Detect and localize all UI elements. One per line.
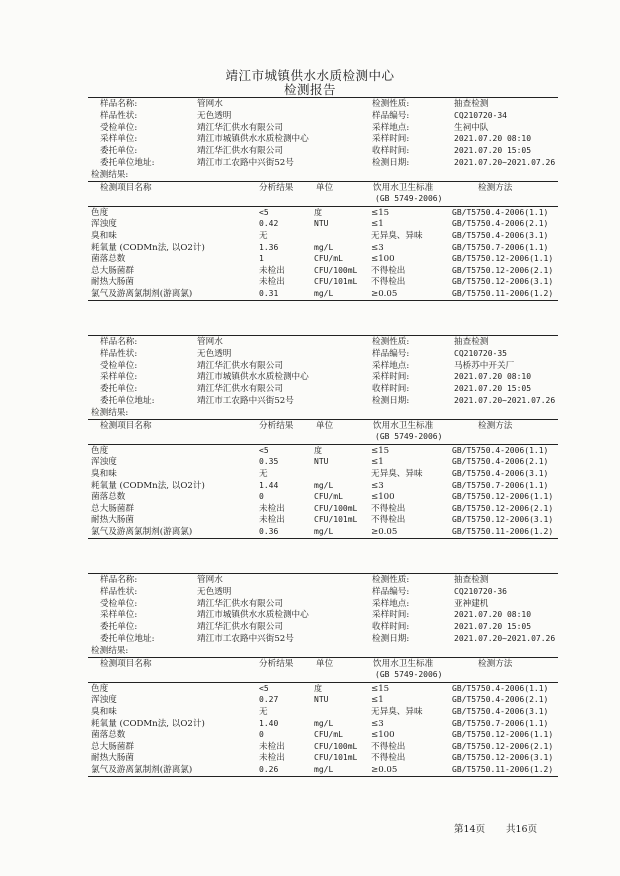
item-method: GB/T5750.4-2006(3.1): [452, 707, 549, 716]
entrust-unit-value: 靖江华汇供水有限公司: [197, 146, 283, 157]
entrust-address-value: 靖江市工农路中兴街52号: [197, 634, 294, 644]
page-number: 第14页: [454, 824, 486, 835]
label-receive-time: 收样时间:: [372, 384, 410, 395]
item-standard: ≤3: [371, 718, 384, 729]
label-entrust-address: 委托单位地址:: [100, 396, 155, 406]
col-header-item: 检测项目名称: [100, 182, 152, 193]
label-test-nature: 检测性质:: [372, 337, 410, 347]
test-nature-value: 抽查检测: [454, 575, 489, 585]
item-name: 氯气及游离氯制剂(游离氯): [91, 527, 193, 537]
item-unit: 度: [314, 207, 322, 217]
label-sampling-unit: 采样单位:: [100, 610, 138, 621]
item-result: 未检出: [259, 753, 285, 764]
item-result: 1.36: [259, 242, 279, 252]
label-entrust-unit: 委托单位:: [100, 622, 138, 633]
sample-no-value: CQ210720-34: [454, 110, 507, 120]
item-result: 0: [259, 730, 264, 740]
col-header-method: 检测方法: [478, 420, 513, 431]
item-result: 0.27: [259, 695, 279, 705]
item-method: GB/T5750.7-2006(1.1): [452, 242, 549, 252]
entrust-address-value: 靖江市工农路中兴街52号: [197, 158, 294, 168]
label-test-nature: 检测性质:: [372, 575, 410, 585]
receive-time-value: 2021.07.20 15:05: [454, 622, 532, 632]
item-standard: 无异臭、异味: [371, 469, 423, 479]
item-method: GB/T5750.4-2006(2.1): [452, 219, 549, 229]
item-name: 浑浊度: [91, 457, 117, 468]
item-method: GB/T5750.11-2006(1.2): [452, 289, 554, 298]
sample-nature-value: 无色透明: [197, 586, 232, 597]
sampling-location-value: 生祠中队: [454, 122, 489, 133]
item-result: 0.35: [259, 457, 279, 467]
test-date-value: 2021.07.20~2021.07.26: [454, 158, 556, 167]
item-standard: ≤100: [371, 254, 395, 265]
item-name: 耐热大肠菌: [91, 277, 134, 288]
item-standard: ≥0.05: [371, 527, 398, 537]
item-unit: CFU/101mL: [314, 753, 358, 763]
label-sample-no: 样品编号:: [372, 348, 410, 359]
col-header-standard: 饮用水卫生标准: [373, 420, 434, 431]
item-name: 臭和味: [91, 231, 117, 241]
item-method: GB/T5750.11-2006(1.2): [452, 765, 554, 774]
col-header-item: 检测项目名称: [100, 420, 152, 431]
label-test-nature: 检测性质:: [372, 99, 410, 109]
entrust-unit-value: 靖江华汇供水有限公司: [197, 622, 283, 633]
item-unit: 度: [314, 683, 322, 693]
item-unit: CFU/101mL: [314, 277, 358, 287]
item-name: 色度: [91, 207, 109, 218]
col-header-result: 分析结果: [259, 658, 294, 669]
label-test-date: 检测日期:: [372, 634, 410, 644]
entrust-address-value: 靖江市工农路中兴街52号: [197, 396, 294, 406]
entrust-unit-value: 靖江华汇供水有限公司: [197, 384, 283, 395]
item-result: 无: [259, 231, 268, 241]
item-method: GB/T5750.7-2006(1.1): [452, 480, 549, 490]
item-name: 臭和味: [91, 707, 117, 717]
item-result: <5: [259, 207, 269, 217]
item-name: 总大肠菌群: [91, 741, 134, 752]
item-method: GB/T5750.12-2006(2.1): [452, 265, 554, 275]
item-standard: 无异臭、异味: [371, 231, 423, 241]
label-sample-no: 样品编号:: [372, 110, 410, 121]
item-name: 菌落总数: [91, 254, 126, 265]
item-result: 1.44: [259, 480, 279, 490]
item-result: 0.26: [259, 765, 279, 774]
item-result: 无: [259, 707, 268, 717]
item-unit: 度: [314, 445, 322, 455]
results-label: 检测结果:: [91, 407, 129, 418]
col-header-standard-code: (GB 5749-2006): [375, 669, 443, 679]
label-sampling-time: 采样时间:: [372, 610, 410, 621]
item-method: GB/T5750.12-2006(1.1): [452, 492, 554, 502]
item-standard: 不得检出: [371, 753, 406, 764]
item-unit: NTU: [314, 219, 329, 229]
item-name: 耐热大肠菌: [91, 753, 134, 764]
item-standard: ≤15: [371, 683, 390, 694]
item-result: 无: [259, 469, 268, 479]
item-name: 耐热大肠菌: [91, 515, 134, 526]
results-label: 检测结果:: [91, 169, 129, 180]
col-header-unit: 单位: [316, 182, 334, 193]
test-nature-value: 抽查检测: [454, 337, 489, 347]
test-date-value: 2021.07.20~2021.07.26: [454, 634, 556, 643]
item-name: 耗氧量 (CODMn法, 以O2计): [91, 242, 205, 253]
item-unit: CFU/100mL: [314, 503, 358, 513]
item-unit: mg/L: [314, 480, 334, 490]
item-name: 总大肠菌群: [91, 503, 134, 514]
label-sampling-unit: 采样单位:: [100, 372, 138, 383]
col-header-standard-code: (GB 5749-2006): [375, 431, 443, 441]
sampling-time-value: 2021.07.20 08:10: [454, 134, 532, 144]
sampling-time-value: 2021.07.20 08:10: [454, 372, 532, 382]
item-standard: ≤100: [371, 492, 395, 503]
item-standard: 无异臭、异味: [371, 707, 423, 717]
test-date-value: 2021.07.20~2021.07.26: [454, 396, 556, 405]
test-nature-value: 抽查检测: [454, 99, 489, 109]
item-method: GB/T5750.12-2006(3.1): [452, 753, 554, 763]
page-total: 共16页: [506, 824, 538, 835]
item-unit: CFU/mL: [314, 730, 343, 740]
item-result: <5: [259, 683, 269, 693]
item-unit: mg/L: [314, 527, 334, 536]
item-standard: 不得检出: [371, 503, 406, 514]
item-unit: mg/L: [314, 718, 334, 728]
item-unit: CFU/100mL: [314, 741, 358, 751]
label-client-unit: 受检单位:: [100, 122, 138, 133]
label-entrust-address: 委托单位地址:: [100, 634, 155, 644]
client-unit-value: 靖江华汇供水有限公司: [197, 598, 283, 609]
sample-nature-value: 无色透明: [197, 348, 232, 359]
label-sample-nature: 样品性状:: [100, 110, 138, 121]
col-header-method: 检测方法: [478, 182, 513, 193]
label-test-date: 检测日期:: [372, 396, 410, 406]
label-sample-name: 样品名称:: [100, 575, 138, 585]
item-method: GB/T5750.12-2006(2.1): [452, 503, 554, 513]
col-header-result: 分析结果: [259, 420, 294, 431]
item-standard: 不得检出: [371, 741, 406, 752]
item-standard: ≥0.05: [371, 289, 398, 299]
item-standard: ≤100: [371, 730, 395, 741]
client-unit-value: 靖江华汇供水有限公司: [197, 122, 283, 133]
item-name: 菌落总数: [91, 730, 126, 741]
item-result: 0: [259, 492, 264, 502]
item-name: 浑浊度: [91, 695, 117, 706]
receive-time-value: 2021.07.20 15:05: [454, 384, 532, 394]
label-sample-nature: 样品性状:: [100, 348, 138, 359]
sample-name-value: 管网水: [197, 337, 223, 347]
item-method: GB/T5750.12-2006(1.1): [452, 254, 554, 264]
item-name: 总大肠菌群: [91, 265, 134, 276]
item-result: 1: [259, 254, 264, 264]
item-standard: ≤3: [371, 242, 384, 253]
label-sample-name: 样品名称:: [100, 337, 138, 347]
sampling-unit-value: 靖江市城镇供水水质检测中心: [197, 610, 309, 621]
client-unit-value: 靖江华汇供水有限公司: [197, 360, 283, 371]
item-result: 0.36: [259, 527, 279, 536]
item-name: 菌落总数: [91, 492, 126, 503]
item-method: GB/T5750.7-2006(1.1): [452, 718, 549, 728]
item-name: 浑浊度: [91, 219, 117, 230]
label-client-unit: 受检单位:: [100, 360, 138, 371]
sample-nature-value: 无色透明: [197, 110, 232, 121]
sample-no-value: CQ210720-35: [454, 348, 507, 358]
item-unit: NTU: [314, 457, 329, 467]
item-name: 臭和味: [91, 469, 117, 479]
sample-name-value: 管网水: [197, 99, 223, 109]
item-name: 耗氧量 (CODMn法, 以O2计): [91, 480, 205, 491]
item-name: 氯气及游离氯制剂(游离氯): [91, 289, 193, 299]
item-result: 0.31: [259, 289, 279, 298]
sampling-unit-value: 靖江市城镇供水水质检测中心: [197, 372, 309, 383]
label-sampling-time: 采样时间:: [372, 134, 410, 145]
section-bottom-rule: [88, 300, 558, 301]
sampling-unit-value: 靖江市城镇供水水质检测中心: [197, 134, 309, 145]
item-method: GB/T5750.4-2006(1.1): [452, 207, 549, 217]
item-standard: 不得检出: [371, 277, 406, 288]
col-header-method: 检测方法: [478, 658, 513, 669]
item-method: GB/T5750.4-2006(1.1): [452, 445, 549, 455]
item-result: 0.42: [259, 219, 279, 229]
item-result: 1.40: [259, 718, 279, 728]
item-standard: ≤15: [371, 207, 390, 218]
item-standard: 不得检出: [371, 515, 406, 526]
item-method: GB/T5750.12-2006(3.1): [452, 515, 554, 525]
item-method: GB/T5750.12-2006(1.1): [452, 730, 554, 740]
item-name: 氯气及游离氯制剂(游离氯): [91, 765, 193, 775]
item-result: 未检出: [259, 515, 285, 526]
item-unit: CFU/mL: [314, 254, 343, 264]
item-method: GB/T5750.4-2006(2.1): [452, 457, 549, 467]
report-subtitle: 检测报告: [283, 82, 336, 97]
item-standard: ≤15: [371, 445, 390, 456]
item-standard: ≤1: [371, 457, 384, 468]
item-unit: NTU: [314, 695, 329, 705]
item-result: <5: [259, 445, 269, 455]
sampling-location-value: 马桥苏中开关厂: [454, 360, 515, 371]
label-sample-nature: 样品性状:: [100, 586, 138, 597]
label-sampling-unit: 采样单位:: [100, 134, 138, 145]
item-method: GB/T5750.12-2006(3.1): [452, 277, 554, 287]
col-header-standard: 饮用水卫生标准: [373, 658, 434, 669]
label-entrust-address: 委托单位地址:: [100, 158, 155, 168]
item-standard: ≤1: [371, 695, 384, 706]
item-unit: CFU/mL: [314, 492, 343, 502]
label-entrust-unit: 委托单位:: [100, 384, 138, 395]
report-title: 靖江市城镇供水水质检测中心: [225, 68, 395, 83]
section-bottom-rule: [88, 776, 558, 777]
label-sample-no: 样品编号:: [372, 586, 410, 597]
item-unit: CFU/100mL: [314, 265, 358, 275]
item-unit: mg/L: [314, 242, 334, 252]
col-header-unit: 单位: [316, 658, 334, 669]
section-bottom-rule: [88, 538, 558, 539]
item-standard: ≤3: [371, 480, 384, 491]
item-result: 未检出: [259, 277, 285, 288]
item-unit: CFU/101mL: [314, 515, 358, 525]
label-test-date: 检测日期:: [372, 158, 410, 168]
label-sample-name: 样品名称:: [100, 99, 138, 109]
item-unit: mg/L: [314, 289, 334, 298]
label-sampling-time: 采样时间:: [372, 372, 410, 383]
item-method: GB/T5750.4-2006(1.1): [452, 683, 549, 693]
label-sampling-location: 采样地点:: [372, 122, 410, 133]
col-header-standard: 饮用水卫生标准: [373, 182, 434, 193]
item-result: 未检出: [259, 503, 285, 514]
item-name: 色度: [91, 445, 109, 456]
item-method: GB/T5750.11-2006(1.2): [452, 527, 554, 536]
item-method: GB/T5750.12-2006(2.1): [452, 741, 554, 751]
item-standard: 不得检出: [371, 265, 406, 276]
label-entrust-unit: 委托单位:: [100, 146, 138, 157]
col-header-unit: 单位: [316, 420, 334, 431]
col-header-standard-code: (GB 5749-2006): [375, 193, 443, 203]
sample-name-value: 管网水: [197, 575, 223, 585]
item-name: 耗氧量 (CODMn法, 以O2计): [91, 718, 205, 729]
col-header-item: 检测项目名称: [100, 658, 152, 669]
item-name: 色度: [91, 683, 109, 694]
col-header-result: 分析结果: [259, 182, 294, 193]
label-sampling-location: 采样地点:: [372, 598, 410, 609]
sampling-time-value: 2021.07.20 08:10: [454, 610, 532, 620]
results-label: 检测结果:: [91, 645, 129, 656]
label-client-unit: 受检单位:: [100, 598, 138, 609]
item-method: GB/T5750.4-2006(3.1): [452, 231, 549, 240]
item-standard: ≤1: [371, 219, 384, 230]
sample-no-value: CQ210720-36: [454, 586, 507, 596]
label-sampling-location: 采样地点:: [372, 360, 410, 371]
item-method: GB/T5750.4-2006(2.1): [452, 695, 549, 705]
item-unit: mg/L: [314, 765, 334, 774]
item-method: GB/T5750.4-2006(3.1): [452, 469, 549, 478]
label-receive-time: 收样时间:: [372, 622, 410, 633]
receive-time-value: 2021.07.20 15:05: [454, 146, 532, 156]
item-standard: ≥0.05: [371, 765, 398, 775]
sampling-location-value: 亚神建机: [454, 598, 489, 609]
item-result: 未检出: [259, 741, 285, 752]
item-result: 未检出: [259, 265, 285, 276]
label-receive-time: 收样时间:: [372, 146, 410, 157]
